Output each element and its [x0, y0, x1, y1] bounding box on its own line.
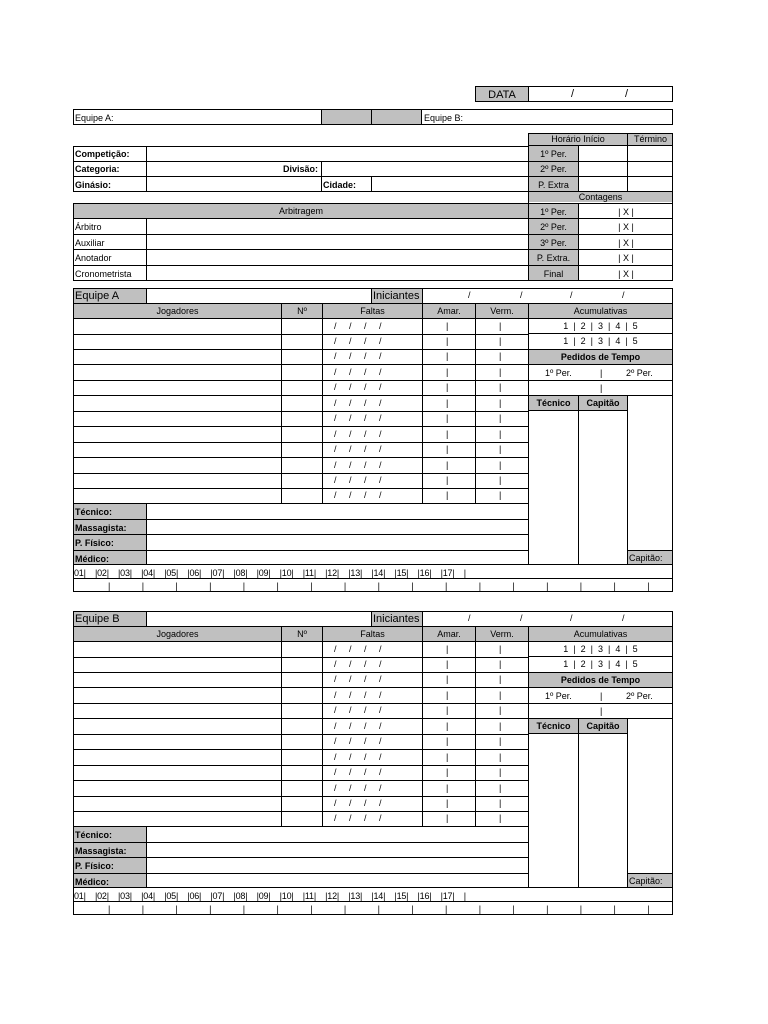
staff-label-1: Técnico:	[75, 507, 113, 517]
capitao-col: Capitão	[586, 398, 620, 408]
date-label: DATA	[488, 89, 516, 101]
schedule-period-2: 2º Per.	[540, 164, 567, 174]
contagem-mark-1: | X |	[618, 207, 634, 217]
player-name-cell[interactable]	[74, 688, 281, 701]
divisao-label: Divisão:	[283, 164, 319, 174]
iniciantes-slash-1: /	[468, 613, 471, 623]
faltas-marks: / / / /	[334, 413, 382, 424]
iniciantes-slash-2: /	[520, 613, 523, 623]
verm-bar: |	[499, 382, 502, 393]
faltas-marks: / / / /	[334, 705, 382, 716]
numbers-bottom-bar: |	[411, 581, 414, 591]
verm-bar: |	[499, 751, 502, 762]
faltas-marks: / / / /	[334, 459, 382, 470]
acumulativas-row-1: 1 | 2 | 3 | 4 | 5	[563, 644, 638, 654]
amar-bar: |	[446, 397, 449, 408]
amar-bar: |	[446, 366, 449, 377]
termino-header: Término	[633, 134, 667, 144]
staff-label-3: P. Físico:	[75, 538, 114, 548]
numbers-bottom-bar: |	[141, 904, 145, 914]
date-slash-1: /	[571, 88, 575, 100]
numbers-bottom-bar: |	[512, 581, 515, 591]
faltas-marks: / / / /	[334, 736, 382, 747]
faltas-marks: / / / /	[334, 351, 382, 362]
team-label: Equipe B	[75, 613, 120, 625]
iniciantes-slash-4: /	[622, 613, 625, 623]
faltas-marks: / / / /	[334, 366, 382, 377]
numbers-bottom-bar: |	[310, 581, 313, 591]
iniciantes-slash-4: /	[622, 290, 625, 300]
pedidos-title: Pedidos de Tempo	[560, 675, 641, 685]
player-name-cell[interactable]	[74, 489, 281, 502]
verm-bar: |	[499, 475, 502, 485]
verm-bar: |	[499, 351, 502, 362]
player-name-cell[interactable]	[74, 781, 281, 794]
ginasio-label: Ginásio:	[75, 180, 112, 190]
amar-bar: |	[446, 689, 449, 700]
numbers-bottom-bar: |	[276, 581, 279, 591]
contagem-mark-2: | X |	[618, 222, 634, 232]
numbers-bottom-bar: |	[108, 904, 111, 914]
faltas-marks: / / / /	[334, 444, 382, 455]
numbers-bottom-bar: |	[343, 904, 347, 914]
player-name-cell[interactable]	[74, 797, 281, 810]
col-numero: Nº	[297, 306, 307, 316]
amar-bar: |	[446, 643, 449, 654]
role-cronometrista: Cronometrista	[75, 269, 132, 279]
amar-bar: |	[446, 475, 449, 485]
categoria-label: Categoria:	[75, 164, 120, 174]
verm-bar: |	[499, 397, 502, 408]
numbers-bottom-bar: |	[377, 581, 380, 591]
numbers-bottom-bar: |	[546, 581, 549, 591]
player-name-cell[interactable]	[74, 381, 281, 394]
amar-bar: |	[446, 459, 449, 470]
faltas-marks: / / / /	[334, 428, 382, 439]
iniciantes-slash-2: /	[520, 290, 523, 300]
verm-bar: |	[499, 659, 502, 669]
team-b-label: Equipe B:	[424, 113, 464, 123]
role-auxiliar: Auxiliar	[75, 238, 105, 248]
pedidos-p1: 1º Per.	[545, 368, 572, 378]
verm-bar: |	[499, 336, 502, 346]
numbers-bottom-bar: |	[242, 904, 246, 914]
player-name-cell[interactable]	[74, 365, 281, 378]
player-name-cell[interactable]	[74, 750, 281, 763]
amar-bar: |	[446, 336, 449, 346]
amar-bar: |	[446, 720, 449, 731]
col-jogadores: Jogadores	[156, 306, 199, 316]
pedidos-bar-1: |	[600, 368, 603, 378]
player-name-cell[interactable]	[74, 319, 281, 332]
numbers-bottom-bar: |	[108, 581, 111, 591]
amar-bar: |	[446, 798, 449, 808]
numbers-bottom-bar: |	[647, 581, 650, 591]
player-name-cell[interactable]	[74, 427, 281, 440]
verm-bar: |	[499, 689, 502, 700]
player-name-cell[interactable]	[74, 458, 281, 471]
cidade-label: Cidade:	[323, 180, 357, 190]
numbers-bottom-bar: |	[478, 904, 482, 914]
date-slash-2: /	[625, 88, 629, 100]
col-verm: Verm.	[490, 629, 514, 639]
amar-bar: |	[446, 320, 449, 331]
contagem-label-2: 2º Per.	[540, 222, 567, 232]
player-name-cell[interactable]	[74, 812, 281, 825]
amar-bar: |	[446, 351, 449, 362]
numbers-bottom-bar: |	[175, 904, 178, 914]
player-name-cell[interactable]	[74, 335, 281, 348]
contagem-label-3: 3º Per.	[540, 238, 567, 248]
numbers-bottom-bar: |	[343, 581, 347, 591]
capitao-corner: Capitão:	[629, 553, 663, 563]
role-anotador: Anotador	[75, 253, 112, 263]
amar-bar: |	[446, 705, 449, 716]
staff-label-3: P. Físico:	[75, 861, 114, 871]
verm-bar: |	[499, 413, 502, 424]
player-name-cell[interactable]	[74, 766, 281, 779]
numbers-bottom-bar: |	[411, 904, 414, 914]
numbers-bottom-bar: |	[647, 904, 650, 914]
staff-label-2: Massagista:	[75, 845, 127, 856]
amar-bar: |	[446, 782, 449, 793]
numbers-bottom-bar: |	[209, 904, 212, 914]
contagens-title: Contagens	[578, 192, 623, 202]
iniciantes-slash-1: /	[468, 290, 471, 300]
pedidos-title: Pedidos de Tempo	[560, 352, 641, 362]
verm-bar: |	[499, 459, 502, 470]
staff-label-2: Massagista:	[75, 522, 127, 533]
tecnico-col: Técnico	[536, 398, 571, 408]
faltas-marks: / / / /	[334, 813, 382, 824]
col-jogadores: Jogadores	[156, 629, 199, 639]
faltas-marks: / / / /	[334, 798, 382, 808]
team-label: Equipe A	[75, 290, 120, 302]
player-name-cell[interactable]	[74, 704, 281, 717]
iniciantes-slash-3: /	[570, 613, 573, 623]
player-name-cell[interactable]	[74, 443, 281, 456]
faltas-marks: / / / /	[334, 782, 382, 793]
acumulativas-title: Acumulativas	[573, 629, 628, 639]
numbers-row: 01| |02| |03| |04| |05| |06| |07| |08| |09| |10| |11| |12| |13| |14| |15| |16| |17| |	[74, 891, 466, 901]
col-amar: Amar.	[437, 306, 461, 316]
team-b-score-cell[interactable]	[371, 109, 422, 125]
numbers-bottom-bar: |	[613, 581, 616, 591]
date-field[interactable]	[528, 86, 673, 102]
pedidos-bar-2: |	[600, 706, 603, 716]
verm-bar: |	[499, 705, 502, 716]
amar-bar: |	[446, 490, 449, 501]
numbers-bottom-bar: |	[276, 904, 279, 914]
verm-bar: |	[499, 674, 502, 685]
numbers-bottom-bar: |	[175, 581, 178, 591]
team-a-label: Equipe A:	[75, 113, 114, 123]
arbitragem-title: Arbitragem	[278, 206, 323, 216]
faltas-marks: / / / /	[334, 490, 382, 501]
contagem-label-1: 1º Per.	[540, 207, 567, 217]
verm-bar: |	[499, 444, 502, 455]
faltas-marks: / / / /	[334, 720, 382, 731]
col-numero: Nº	[297, 629, 307, 639]
staff-label-4: Médico:	[75, 553, 110, 564]
iniciantes-field[interactable]	[147, 289, 371, 303]
verm-bar: |	[499, 782, 502, 793]
col-verm: Verm.	[490, 306, 514, 316]
player-name-cell[interactable]	[74, 735, 281, 748]
amar-bar: |	[446, 736, 449, 747]
capitao-corner: Capitão:	[629, 876, 663, 886]
schedule-period-extra: P. Extra	[538, 180, 569, 190]
verm-bar: |	[499, 736, 502, 747]
acumulativas-row-2: 1 | 2 | 3 | 4 | 5	[563, 659, 638, 669]
faltas-marks: / / / /	[334, 767, 382, 778]
numbers-bottom-bar: |	[445, 581, 448, 591]
amar-bar: |	[446, 382, 449, 393]
numbers-bottom-bar: |	[613, 904, 616, 914]
player-name-cell[interactable]	[74, 350, 281, 363]
iniciantes-field[interactable]	[147, 612, 371, 626]
faltas-marks: / / / /	[334, 751, 382, 762]
amar-bar: |	[446, 659, 449, 669]
contagem-label-extra: P. Extra.	[536, 253, 571, 263]
verm-bar: |	[499, 366, 502, 377]
col-faltas: Faltas	[360, 629, 385, 639]
player-name-cell[interactable]	[74, 658, 281, 671]
faltas-marks: / / / /	[334, 382, 382, 393]
pedidos-p2: 2º Per.	[626, 368, 653, 378]
staff-label-1: Técnico:	[75, 830, 113, 840]
numbers-bottom-bar: |	[377, 904, 380, 914]
numbers-bottom-bar: |	[445, 904, 448, 914]
col-faltas: Faltas	[360, 306, 385, 316]
numbers-bottom-bar: |	[579, 904, 583, 914]
tecnico-col: Técnico	[536, 721, 571, 731]
pedidos-p2: 2º Per.	[626, 691, 653, 701]
pedidos-bar-2: |	[600, 383, 603, 393]
horario-inicio-header: Horário Início	[551, 134, 605, 144]
numbers-bottom-bar: |	[478, 581, 482, 591]
col-amar: Amar.	[437, 629, 461, 639]
verm-bar: |	[499, 320, 502, 331]
verm-bar: |	[499, 643, 502, 654]
acumulativas-row-1: 1 | 2 | 3 | 4 | 5	[563, 321, 638, 331]
amar-bar: |	[446, 813, 449, 824]
faltas-marks: / / / /	[334, 475, 382, 485]
amar-bar: |	[446, 751, 449, 762]
amar-bar: |	[446, 674, 449, 685]
capitao-col: Capitão	[586, 721, 620, 731]
team-a-score-cell[interactable]	[321, 109, 372, 125]
amar-bar: |	[446, 444, 449, 455]
iniciantes-label: Iniciantes	[373, 613, 420, 625]
team-b-section	[0, 611, 768, 919]
amar-bar: |	[446, 767, 449, 778]
player-name-cell[interactable]	[74, 396, 281, 409]
numbers-row: 01| |02| |03| |04| |05| |06| |07| |08| |09| |10| |11| |12| |13| |14| |15| |16| |17| |	[74, 568, 466, 578]
faltas-marks: / / / /	[334, 320, 382, 331]
iniciantes-slash-3: /	[570, 290, 573, 300]
contagem-mark-final: | X |	[618, 269, 634, 279]
verm-bar: |	[499, 767, 502, 778]
faltas-marks: / / / /	[334, 689, 382, 700]
numbers-bottom-bar: |	[141, 581, 145, 591]
date-label-cell	[475, 86, 529, 102]
amar-bar: |	[446, 413, 449, 424]
acumulativas-row-2: 1 | 2 | 3 | 4 | 5	[563, 336, 638, 346]
numbers-bottom-bar: |	[209, 581, 212, 591]
player-name-cell[interactable]	[74, 719, 281, 732]
faltas-marks: / / / /	[334, 643, 382, 654]
contagem-mark-extra: | X |	[618, 253, 634, 263]
competicao-label: Competição:	[75, 149, 130, 159]
schedule-period-1: 1º Per.	[540, 149, 567, 159]
contagem-mark-3: | X |	[618, 238, 634, 248]
pedidos-p1: 1º Per.	[545, 691, 572, 701]
player-name-cell[interactable]	[74, 474, 281, 487]
faltas-marks: / / / /	[334, 659, 382, 669]
contagem-label-final: Final	[543, 269, 564, 279]
numbers-bottom-bar: |	[579, 581, 583, 591]
numbers-bottom-bar: |	[242, 581, 246, 591]
player-name-cell[interactable]	[74, 642, 281, 655]
verm-bar: |	[499, 490, 502, 501]
verm-bar: |	[499, 720, 502, 731]
faltas-marks: / / / /	[334, 336, 382, 346]
verm-bar: |	[499, 428, 502, 439]
verm-bar: |	[499, 798, 502, 808]
verm-bar: |	[499, 813, 502, 824]
acumulativas-title: Acumulativas	[573, 306, 628, 316]
pedidos-bar-1: |	[600, 691, 603, 701]
amar-bar: |	[446, 428, 449, 439]
numbers-bottom-bar: |	[546, 904, 549, 914]
numbers-bottom-bar: |	[310, 904, 313, 914]
player-name-cell[interactable]	[74, 412, 281, 425]
iniciantes-label: Iniciantes	[373, 290, 420, 302]
faltas-marks: / / / /	[334, 674, 382, 685]
numbers-bottom-bar: |	[512, 904, 515, 914]
faltas-marks: / / / /	[334, 397, 382, 408]
role-arbitro: Árbitro	[75, 222, 102, 232]
player-name-cell[interactable]	[74, 673, 281, 686]
team-a-section	[0, 288, 768, 596]
staff-label-4: Médico:	[75, 876, 110, 887]
